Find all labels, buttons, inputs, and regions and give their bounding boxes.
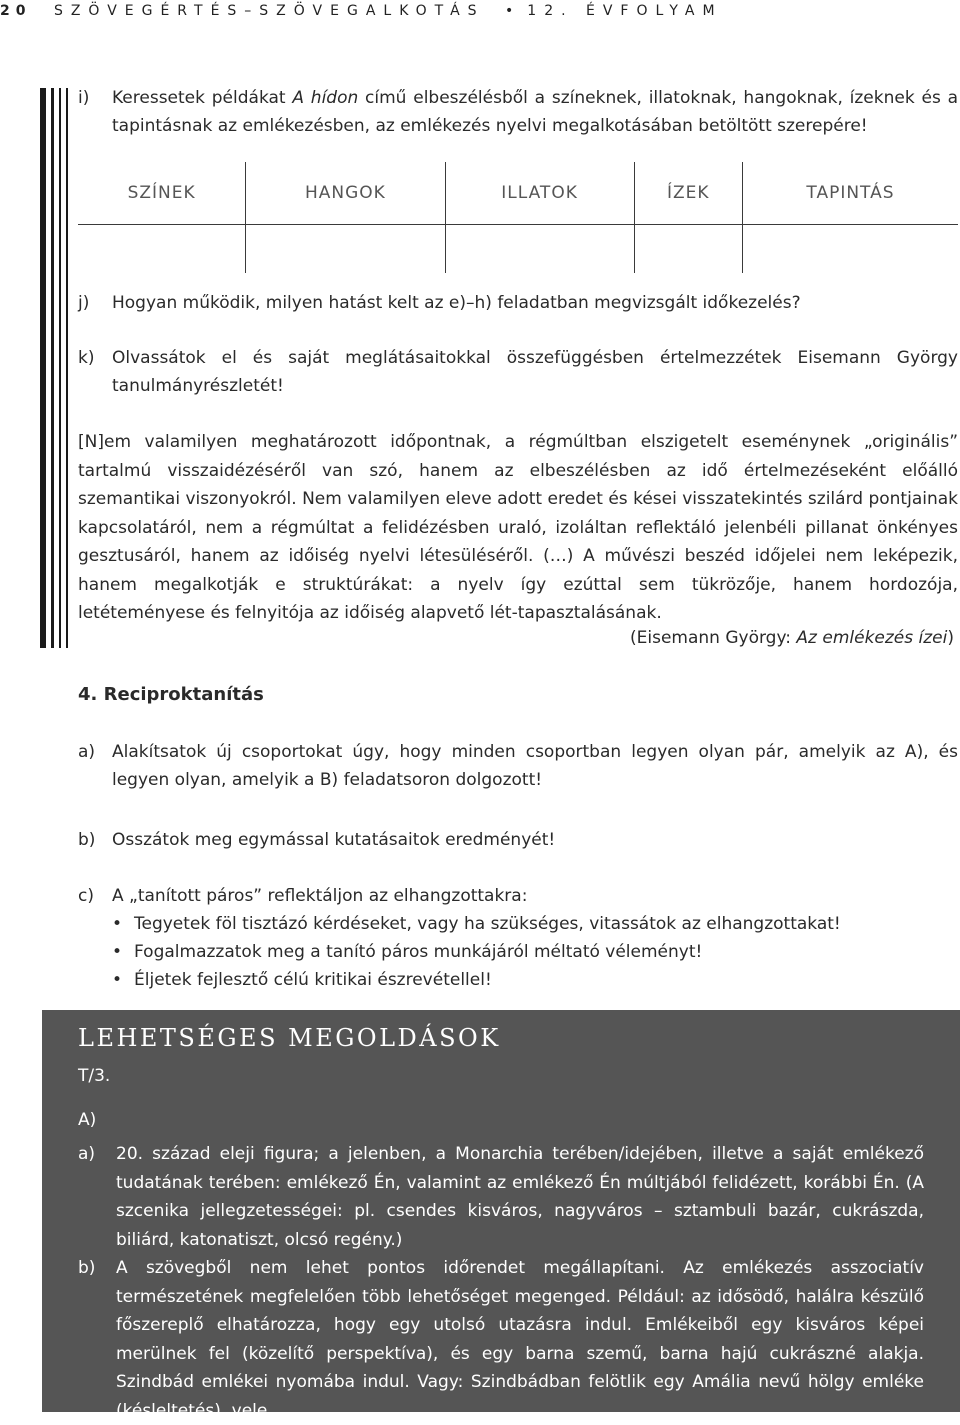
section4-c-text: A „tanított páros” reflektáljon az elhangzottakra: — [112, 886, 528, 906]
table-header-tastes: ÍZEK — [634, 162, 742, 225]
solution-b-text: A szövegből nem lehet pontos időrendet megállapítani. Az emlékezés asszociatív természetének megfelelően több lehetőséget megenged. Például: az idősödő, halálra készülő főszereplő elhatározza, hogy egy utolsó utazásra indul. Emlékeiből egy kisváros képei merülnek fel (közelítő perspektíva), és egy barna szemű, barna hajú cukrászné alakja. Szindbád emlékei nyomába indul. Vagy: Szindbádban felötlik egy Amália nevű hölgy emléke (késleltetés), vele — [116, 1258, 924, 1421]
list-item-text: Éljetek fejlesztő célú kritikai észrevétellel! — [134, 970, 492, 990]
list-item — [112, 966, 841, 994]
task-j — [78, 289, 958, 317]
margin-bar-1 — [40, 88, 46, 648]
margin-bar-3 — [59, 88, 61, 648]
task-label: k) — [78, 348, 95, 368]
table-cell[interactable] — [634, 225, 742, 274]
header-bullet: • — [505, 3, 514, 19]
solution-label: b) — [78, 1258, 96, 1278]
citation-author: (Eisemann György: — [630, 628, 797, 648]
table-header-smells: ILLATOK — [445, 162, 634, 225]
header-title: SZÖVEGÉRTÉS–SZÖVEGALKOTÁS — [53, 3, 485, 19]
solutions-part: A) — [78, 1110, 97, 1130]
solution-label: a) — [78, 1144, 96, 1164]
task-i — [78, 84, 958, 140]
solutions-title: LEHETSÉGES MEGOLDÁSOK — [78, 1024, 501, 1052]
list-item-text: Fogalmazzatok meg a tanító páros munkájáról méltató véleményt! — [134, 942, 703, 962]
citation-title: Az emlékezés ízei — [796, 628, 948, 648]
solution-a — [78, 1140, 924, 1254]
task-j-text: Hogyan működik, milyen hatást kelt az e)–h) feladatban megvizsgált időkezelés? — [112, 293, 801, 313]
bullet-icon: • — [112, 970, 123, 990]
reflection-list — [112, 910, 841, 994]
table-cell[interactable] — [246, 225, 445, 274]
list-item — [112, 938, 841, 966]
section-title: 4. Reciproktanítás — [78, 684, 264, 705]
solution-b — [78, 1254, 924, 1425]
list-item — [112, 910, 841, 938]
section4-c — [78, 882, 958, 910]
task-label: j) — [78, 293, 90, 313]
table-header-colors: SZÍNEK — [78, 162, 246, 225]
solutions-subtitle: T/3. — [78, 1066, 111, 1086]
bullet-icon: • — [112, 942, 123, 962]
table-header-touch: TAPINTÁS — [742, 162, 958, 225]
task-i-text-before: Keressetek példákat — [112, 88, 293, 108]
table-cell[interactable] — [742, 225, 958, 274]
task-i-title: A hídon — [292, 88, 359, 108]
task-i-text-after: című elbeszélésből a színeknek, illatoknak, hangoknak, ízeknek és a tapintásnak az emlékezésben, az emlékezés nyelvi megalkotásában betöltött szerepére! — [112, 88, 958, 136]
task-k — [78, 344, 958, 400]
quote-citation — [630, 628, 954, 648]
margin-bar-4 — [66, 88, 68, 648]
running-header — [0, 0, 960, 24]
task-k-text: Olvassátok el és saját meglátásaitokkal összefüggésben értelmezzétek Eisemann György tanulmányrészletét! — [112, 348, 958, 396]
section4-b-text: Osszátok meg egymással kutatásaitok eredményét! — [112, 830, 556, 850]
bullet-icon: • — [112, 914, 123, 934]
citation-end: ) — [947, 628, 954, 648]
task-label: i) — [78, 88, 90, 108]
page-number: 20 — [0, 3, 32, 19]
solutions-panel — [42, 1010, 960, 1421]
quote-text: [N]em valamilyen meghatározott időpontnak, a régmúltban elszigetelt eseménynek „originális” tartalmú visszaidézéséről van szó, hanem az elbeszélésben az idő értelmezéseként előálló szemantikai viszonyokról. Nem valamilyen eleve adott eredet és kései visszatekintés szilárd pontjainak kapcsolatáról, nem a régmúltat a felidézésben uraló, izoláltan reflektáló jelenbéli pillanat önkényes gesztusáról, hanem az időiség nyelvi létesüléséről. (…) A művészi beszéd időjelei nem leképezik, hanem megalkotják e struktúrákat: a nyelv így ezúttal sem tükrözője, hanem hordozója, letéteményese és felnyitója az időiség alapvető lét-tapasztalásának. — [78, 432, 958, 623]
senses-table — [78, 162, 958, 273]
section4-b — [78, 826, 958, 854]
table-cell[interactable] — [445, 225, 634, 274]
solution-a-text: 20. század eleji figura; a jelenben, a Monarchia terében/idejében, illetve a saját emlékező tudatának terében: emlékező Én, valamint az emlékező Én múltjából felidézett, korábbi Én. (A szcenika jellegzetességei: pl. csendes kisváros, nagyváros – sztambuli bazár, cukrászda, biliárd, katonatiszt, olcsó regény.) — [116, 1144, 924, 1250]
header-grade: 12. ÉVFOLYAM — [527, 3, 723, 19]
task-label: a) — [78, 742, 96, 762]
section4-a — [78, 738, 958, 794]
margin-bar-2 — [51, 88, 54, 648]
task-label: c) — [78, 886, 94, 906]
table-header-sounds: HANGOK — [246, 162, 445, 225]
quote-block — [78, 428, 958, 628]
section4-a-text: Alakítsatok új csoportokat úgy, hogy minden csoportban legyen olyan pár, amelyik az A), és legyen olyan, amelyik a B) feladatsoron dolgozott! — [112, 742, 958, 790]
task-label: b) — [78, 830, 96, 850]
list-item-text: Tegyetek föl tisztázó kérdéseket, vagy ha szükséges, vitassátok az elhangzottakat! — [134, 914, 841, 934]
table-cell[interactable] — [78, 225, 246, 274]
